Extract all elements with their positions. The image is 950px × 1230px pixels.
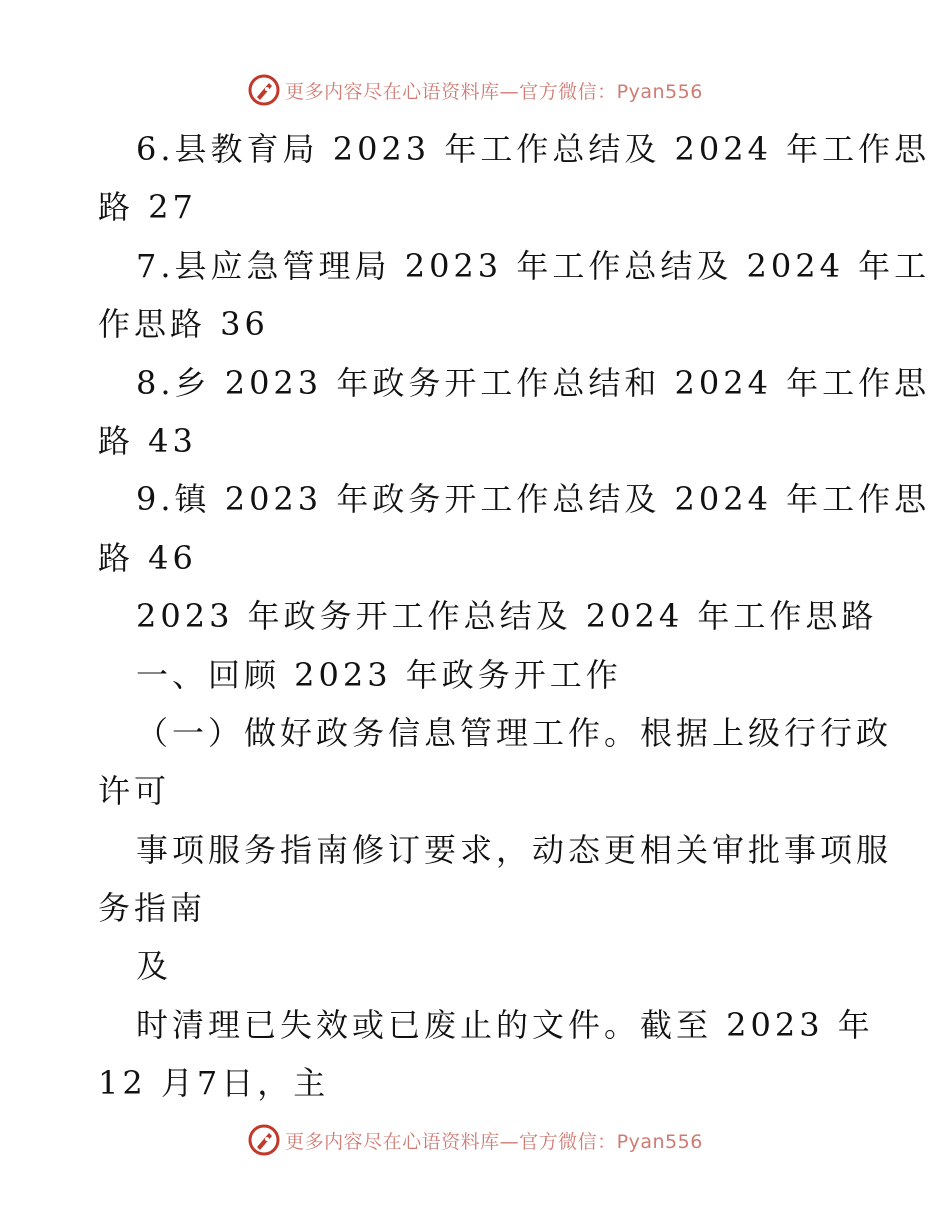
text-line: 9.镇 2023 年政务开工作总结及 2024 年工作思 — [136, 480, 931, 519]
pen-logo-icon — [247, 1123, 281, 1157]
text-line: 7.县应急管理局 2023 年工作总结及 2024 年工 — [136, 246, 931, 285]
text-line: 6.县教育局 2023 年工作总结及 2024 年工作思 — [136, 130, 931, 168]
footer-watermark — [0, 1120, 950, 1160]
text-line: 务指南 — [98, 889, 207, 928]
watermark-text: 更多内容尽在心语资料库—官方微信：Pyan556 — [285, 1130, 703, 1153]
text-line: 12 月7日，主 — [98, 1064, 330, 1103]
text-line: 路 27 — [98, 188, 197, 227]
text-line: 路 43 — [98, 421, 197, 460]
header-watermark — [0, 70, 950, 110]
text-line: 事项服务指南修订要求，动态更相关审批事项服 — [136, 830, 893, 869]
watermark-text: 更多内容尽在心语资料库—官方微信：Pyan556 — [285, 80, 703, 103]
section-title: 2023 年政务开工作总结及 2024 年工作思路 — [136, 597, 878, 636]
text-line: （一）做好政务信息管理工作。根据上级行行政 — [136, 713, 893, 752]
text-line: 路 46 — [98, 538, 197, 577]
pen-logo-icon — [247, 73, 281, 107]
text-line: 许可 — [98, 772, 171, 811]
section-heading: 一、回顾 2023 年政务开工作 — [136, 655, 622, 694]
document-body — [98, 120, 931, 1113]
text-line: 及 — [136, 947, 173, 986]
text-line: 作思路 36 — [98, 305, 269, 344]
text-line: 时清理已失效或已废止的文件。截至 2023 年 — [136, 1005, 874, 1044]
text-line: 8.乡 2023 年政务开工作总结和 2024 年工作思 — [136, 363, 931, 402]
